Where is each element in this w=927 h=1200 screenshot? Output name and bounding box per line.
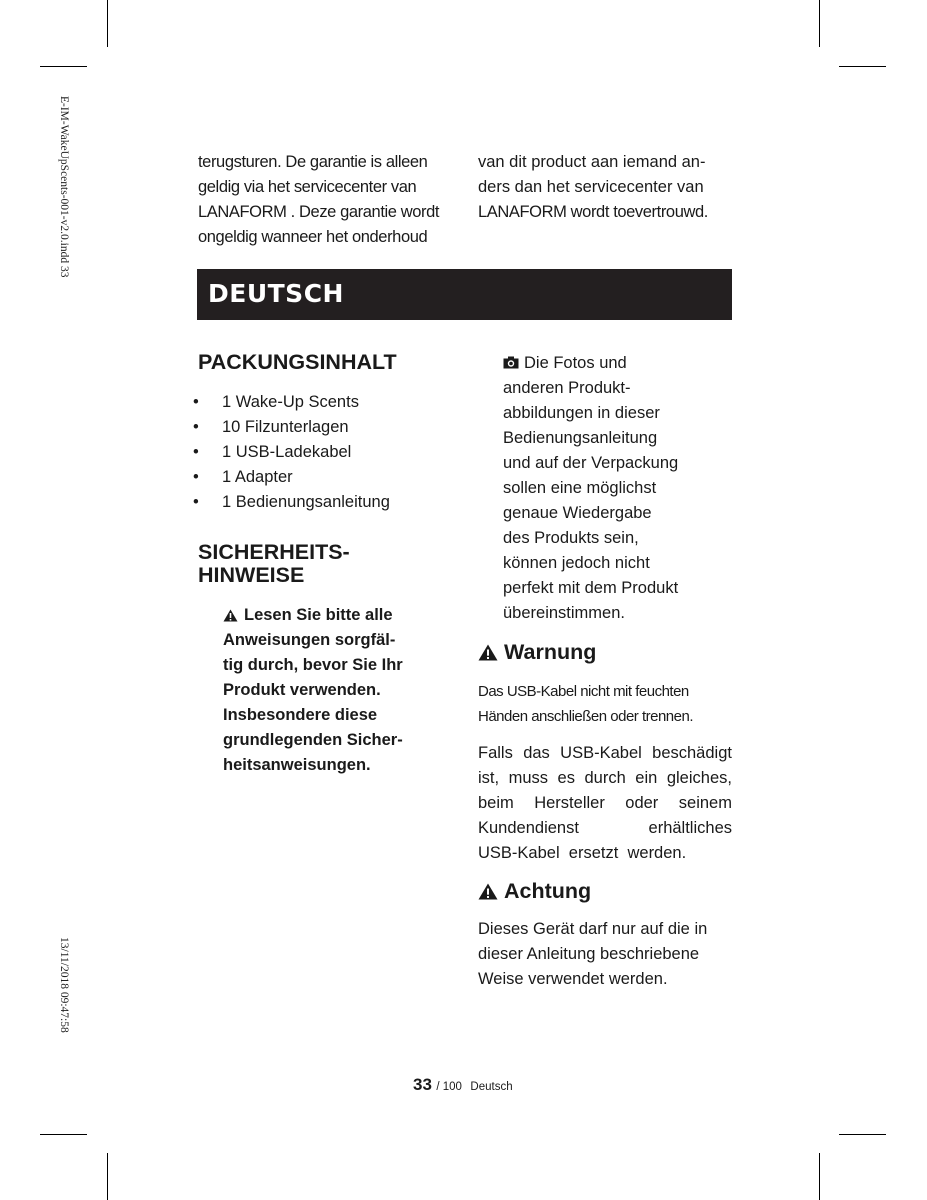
text-line: LANAFORM . Deze garantie wordt <box>198 203 440 221</box>
text-line: Weise verwendet werden. <box>478 970 668 988</box>
achtung-heading: Achtung <box>478 878 591 904</box>
text-line: ongeldig wanneer het onderhoud <box>198 228 428 246</box>
text-line: Das USB-Kabel nicht mit feuchten <box>478 683 689 700</box>
text-line: ders dan het servicecenter van <box>478 178 704 196</box>
achtung-paragraph <box>478 917 732 992</box>
text-line: geldig via het servicecenter van <box>198 178 417 196</box>
photo-line: sollen eine möglichst <box>503 479 657 497</box>
warning-icon <box>478 883 498 900</box>
package-contents-list <box>193 390 390 515</box>
bullet: • <box>193 418 199 436</box>
section-heading-sicherheit-line1: SICHERHEITS- <box>198 540 350 564</box>
page-footer <box>413 1075 513 1095</box>
bullet: • <box>193 468 199 486</box>
photo-line: genaue Wiedergabe <box>503 504 652 522</box>
crop-mark <box>40 1134 87 1135</box>
slug-filename: E-IM-WakeUpScents-001-v2.0.indd 33 <box>58 96 70 278</box>
page-number: 33 <box>413 1075 432 1094</box>
text-line: beim Hersteller oder seinem <box>478 794 732 812</box>
photo-line: des Produkts sein, <box>503 529 639 547</box>
text-line: terugsturen. De garantie is alleen <box>198 153 428 171</box>
banner-title: DEUTSCH <box>208 279 344 308</box>
crop-mark <box>819 1153 820 1200</box>
photo-line: können jedoch nicht <box>503 554 650 572</box>
text-line: Kundendienst erhältliches <box>478 819 732 837</box>
photo-line: übereinstimmen. <box>503 604 625 622</box>
bullet: • <box>193 493 199 511</box>
text-line: Händen anschließen oder trennen. <box>478 708 693 725</box>
warning-icon <box>478 644 498 661</box>
photo-line: Bedienungsanleitung <box>503 429 658 447</box>
safety-instructions <box>223 603 438 778</box>
bullet: • <box>193 443 199 461</box>
list-item: • 1 Bedienungsanleitung <box>193 490 390 515</box>
text-line: van dit product aan iemand an- <box>478 153 706 171</box>
safety-line: Produkt verwenden. <box>223 681 381 699</box>
language-banner <box>197 269 732 320</box>
crop-mark <box>40 66 87 67</box>
safety-line: heitsanweisungen. <box>223 756 371 774</box>
crop-mark <box>819 0 820 47</box>
text-line: LANAFORM wordt toevertrouwd. <box>478 203 708 221</box>
crop-mark <box>107 0 108 47</box>
list-item: • 10 Filzunterlagen <box>193 415 390 440</box>
list-item: • 1 Adapter <box>193 465 390 490</box>
section-heading-sicherheit-line2: HINWEISE <box>198 563 305 587</box>
text-line: dieser Anleitung beschriebene <box>478 945 700 963</box>
safety-line: tig durch, bevor Sie Ihr <box>223 656 403 674</box>
safety-line: grundlegenden Sicher- <box>223 731 403 749</box>
photo-line: Die Fotos und <box>503 351 733 376</box>
photo-line: anderen Produkt- <box>503 379 631 397</box>
safety-line: Lesen Sie bitte alle <box>223 603 438 628</box>
list-item: • 1 Wake-Up Scents <box>193 390 390 415</box>
camera-icon <box>503 356 519 369</box>
text-line: ist, muss es durch ein gleiches, <box>478 769 732 787</box>
bullet: • <box>193 393 199 411</box>
warning-icon <box>223 609 238 622</box>
warnung-paragraph-2 <box>478 741 732 866</box>
warnung-paragraph-1 <box>478 679 732 729</box>
text-line: Falls das USB-Kabel beschädigt <box>478 744 732 762</box>
footer-language: Deutsch <box>470 1081 513 1093</box>
warnung-heading: Warnung <box>478 639 596 665</box>
crop-mark <box>107 1153 108 1200</box>
safety-line: Insbesondere diese <box>223 706 378 724</box>
photo-line: abbildungen in dieser <box>503 404 660 422</box>
list-item: • 1 USB-Ladekabel <box>193 440 390 465</box>
photo-line: und auf der Verpackung <box>503 454 679 472</box>
crop-mark <box>839 66 886 67</box>
top-right-column <box>478 150 738 225</box>
text-line: Dieses Gerät darf nur auf die in <box>478 920 708 938</box>
text-line: USB-Kabel ersetzt werden. <box>478 844 687 862</box>
crop-mark <box>839 1134 886 1135</box>
slug-timestamp: 13/11/2018 09:47:58 <box>58 937 70 1033</box>
photo-line: perfekt mit dem Produkt <box>503 579 679 597</box>
page-total: / 100 <box>436 1081 462 1093</box>
safety-line: Anweisungen sorgfäl- <box>223 631 396 649</box>
photo-disclaimer <box>503 351 733 626</box>
section-heading-packungsinhalt: PACKUNGSINHALT <box>198 350 397 374</box>
top-left-column <box>198 150 458 250</box>
